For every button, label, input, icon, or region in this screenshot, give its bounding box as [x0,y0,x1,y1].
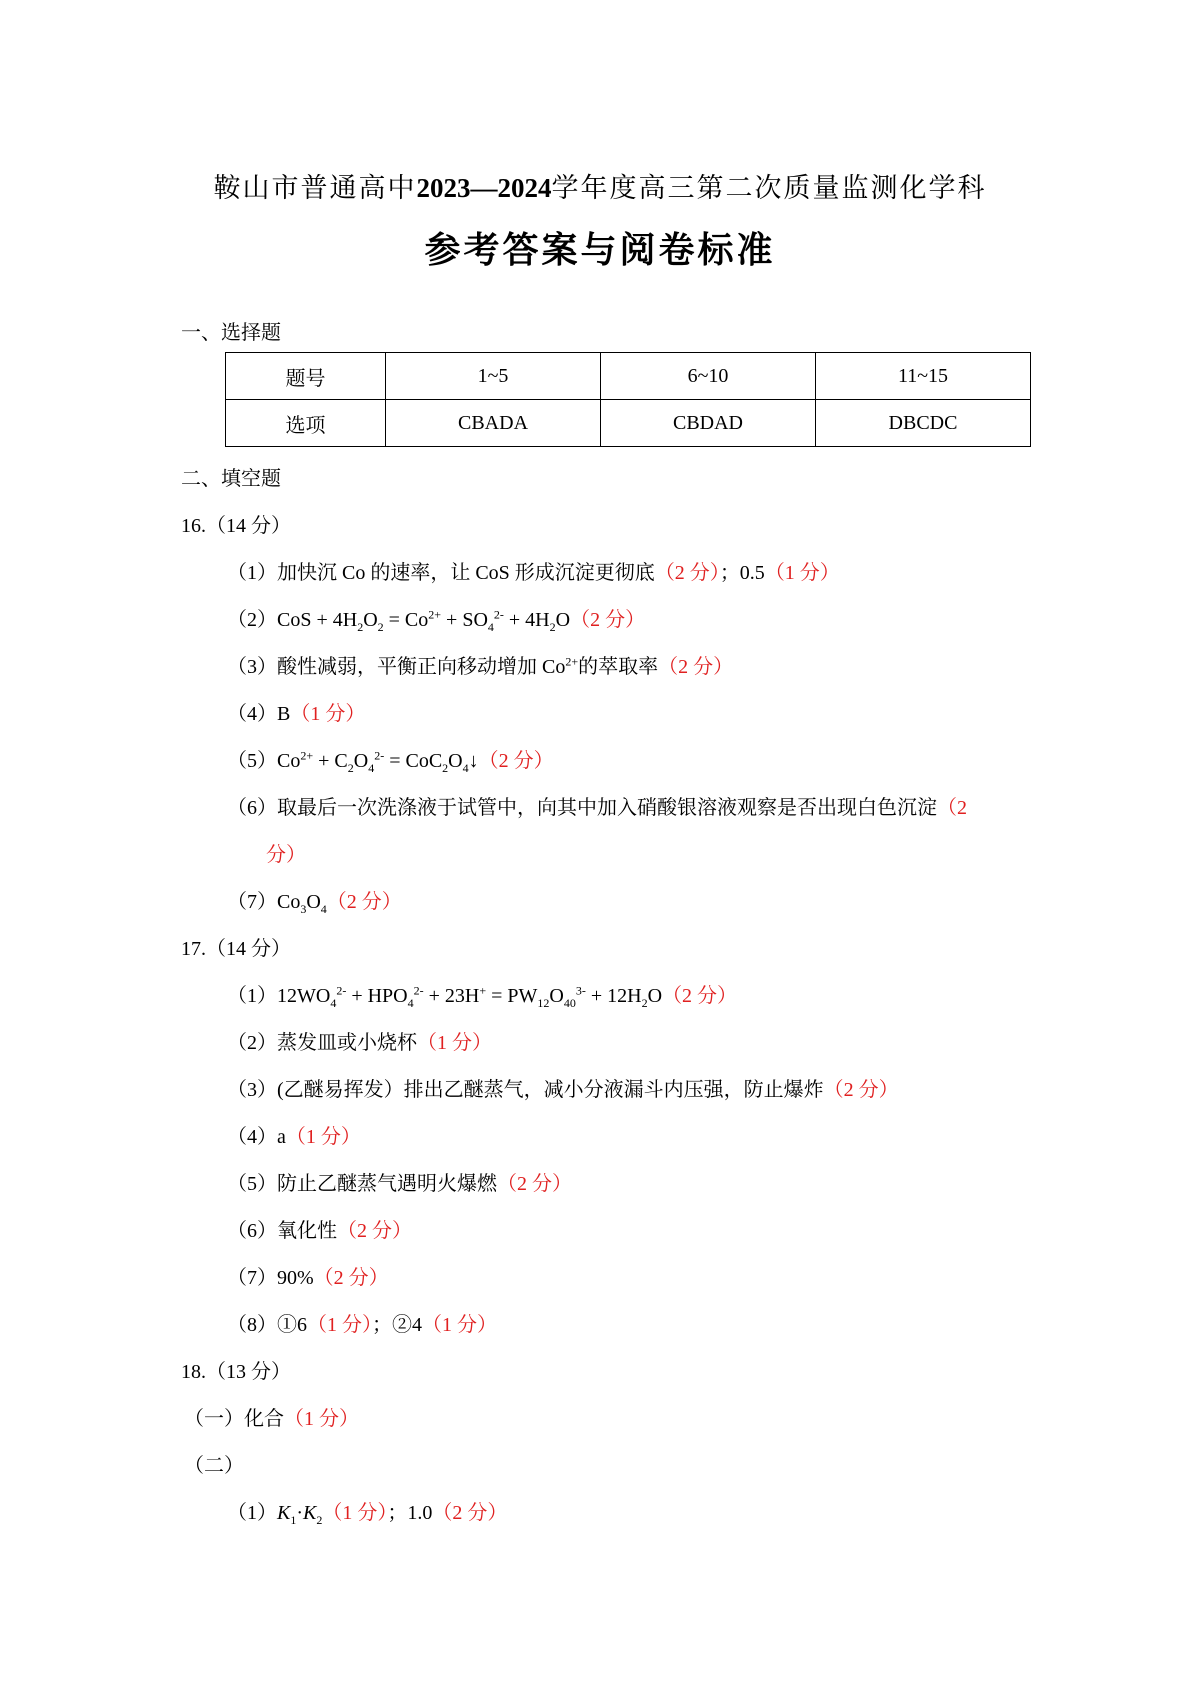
q16-answer-7: $(7)Co_3O_4(2$ 分） [227,891,402,916]
q17-answer-5: （5）防止乙醚蒸气遇明火爆燃（2 分） [227,1173,572,1195]
q17-answer-2: （2）蒸发皿或小烧杯（1 分） [227,1032,492,1054]
table-cell: 6~10 [601,353,816,400]
q17-answer-7: （7）90%（2 分） [227,1267,389,1289]
table-cell: 题号 [226,353,386,400]
q16-answer-4: （4）B（1 分） [227,703,366,725]
q18-answer-1: $(1)K_1\cdot K_2(1$ 分）；1.0（2 分） [227,1502,508,1527]
table-cell: 11~15 [815,353,1030,400]
page-title: 鞍山市普通高中2023—2024学年度高三第二次质量监测化学科 [213,173,987,204]
q18-heading: 18.（13 分） [181,1361,291,1383]
table-row [226,400,1031,447]
q17-heading: 17.（14 分） [181,938,291,960]
section-choice-heading: 一、选择题 [181,320,281,344]
section-fill-heading: 二、填空题 [181,466,281,490]
q16-answer-6-score-cont: 分） [266,844,306,866]
q16-answer-1: （1）加快沉 Co 的速率，让 CoS 形成沉淀更彻底（2 分）；0.5（1 分） [227,562,840,584]
table-cell: CBDAD [601,400,816,447]
q17-answer-3: （3）(乙醚易挥发）排出乙醚蒸气，减小分液漏斗内压强，防止爆炸（2 分） [227,1079,899,1101]
q16-answer-3: （3）酸性减弱，平衡正向移动增加 $Co^{2+}$的萃取率（2 分） [227,654,734,678]
q17-answer-8: （8）①6（1 分）；②4（1 分） [227,1314,497,1336]
table-cell: CBADA [386,400,601,447]
table-cell: 选项 [226,400,386,447]
q18-part-1: （一）化合（1 分） [184,1408,359,1430]
q16-heading: 16.（14 分） [181,515,291,537]
table-row [226,353,1031,400]
page-subtitle: 参考答案与阅卷标准 [424,229,776,271]
q17-answer-6: （6）氧化性（2 分） [227,1220,412,1242]
q17-answer-1: $(1)12WO_4^{2-} + HPO_4^{2-} + 23H^+ = PW_{12}O_{40}^{3-} + 12H_2O(2$ 分） [227,983,738,1010]
answer-table [225,352,1031,447]
q16-answer-6: （6）取最后一次洗涤液于试管中，向其中加入硝酸银溶液观察是否出现白色沉淀（2 [227,797,967,819]
q16-answer-2: $(2)CoS + 4H_2O_2 = Co^{2+} + SO_4^{2-} + 4H_2O(2$ 分） [227,607,646,634]
q18-part-2-heading: （二） [184,1455,244,1477]
table-cell: DBCDC [815,400,1030,447]
q17-answer-4: （4）a（1 分） [227,1126,361,1148]
q16-answer-5: $(5)Co^{2+} + C_2O_4^{2-}$ = $CoC_2O_4↓(2$ 分） [227,748,554,775]
table-cell: 1~5 [386,353,601,400]
